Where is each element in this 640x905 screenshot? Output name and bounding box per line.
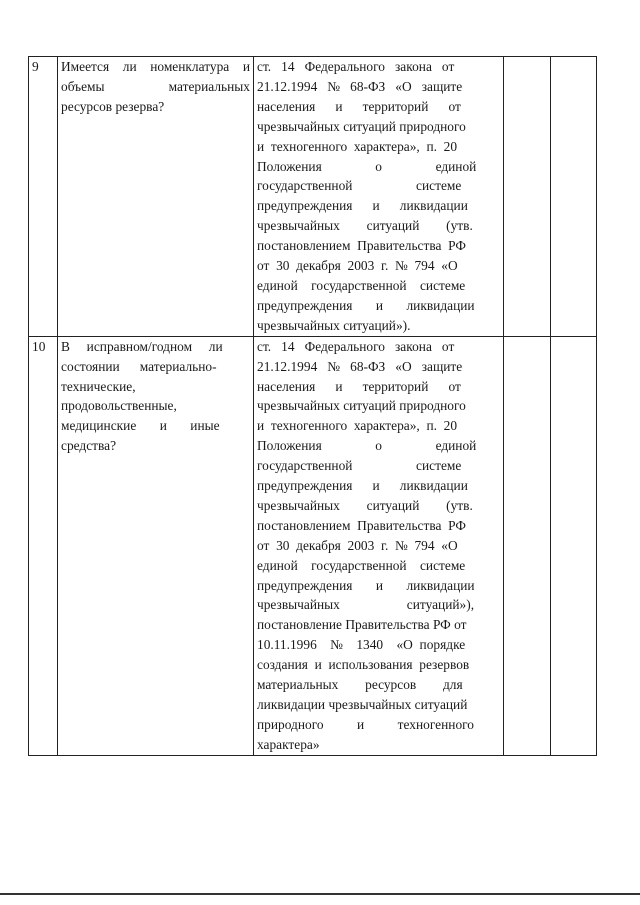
legal-basis-line: постановление Правительства РФ от — [257, 617, 467, 633]
question-line: объемы материальных — [61, 78, 250, 94]
legal-basis-line: чрезвычайных ситуаций (утв. — [257, 218, 473, 234]
legal-basis-line: создания и использования резервов — [257, 657, 470, 673]
legal-basis-line: Положения о единой — [257, 158, 477, 174]
question-line: медицинские и иные — [61, 418, 220, 434]
legal-basis-line: характера» — [257, 736, 320, 752]
answer-no-cell[interactable] — [551, 57, 597, 337]
checklist-table — [28, 56, 597, 756]
question-line: технические, — [61, 378, 136, 394]
legal-basis-line: государственной системе — [257, 458, 462, 474]
legal-basis-line: природного и техногенного — [257, 716, 474, 732]
question-cell — [58, 336, 254, 755]
legal-basis-line: Положения о единой — [257, 438, 477, 454]
table-row — [29, 57, 597, 337]
question-line: продовольственные, — [61, 398, 177, 414]
legal-basis-line: чрезвычайных ситуаций (утв. — [257, 497, 473, 513]
legal-basis-cell — [254, 57, 504, 337]
legal-basis-line: постановлением Правительства РФ — [257, 238, 466, 254]
legal-basis-line: чрезвычайных ситуаций»). — [257, 317, 411, 333]
question-line: Имеется ли номенклатура и — [61, 59, 250, 74]
legal-basis-line: постановлением Правительства РФ — [257, 517, 466, 533]
legal-basis-line: населения и территорий от — [257, 378, 461, 394]
question-line: состоянии материально- — [61, 358, 217, 374]
legal-basis-line: предупреждения и ликвидации — [257, 577, 475, 593]
legal-basis-line: предупреждения и ликвидации — [257, 478, 468, 494]
row-number: 9 — [29, 57, 58, 337]
row-number: 10 — [29, 336, 58, 755]
legal-basis-cell — [254, 336, 504, 755]
legal-basis-line: ст. 14 Федерального закона от — [257, 338, 455, 354]
legal-basis-line: предупреждения и ликвидации — [257, 297, 475, 313]
legal-basis-line: предупреждения и ликвидации — [257, 198, 468, 214]
legal-basis-line: и техногенного характера», п. 20 — [257, 138, 458, 154]
legal-basis-line: чрезвычайных ситуаций природного — [257, 398, 466, 414]
question-line: В исправном/годном ли — [61, 338, 223, 354]
legal-basis-line: чрезвычайных ситуаций природного — [257, 118, 466, 134]
legal-basis-line: ликвидации чрезвычайных ситуаций — [257, 697, 468, 712]
answer-yes-cell[interactable] — [504, 57, 551, 337]
table-row — [29, 336, 597, 755]
legal-basis-line: от 30 декабря 2003 г. № 794 «О — [257, 258, 458, 274]
legal-basis-line: материальных ресурсов для — [257, 677, 463, 693]
legal-basis-line: 21.12.1994 № 68-ФЗ «О защите — [257, 358, 463, 374]
legal-basis-line: единой государственной системе — [257, 557, 466, 573]
question-line: средства? — [61, 438, 117, 454]
question-line: ресурсов резерва? — [61, 98, 165, 114]
answer-yes-cell[interactable] — [504, 336, 551, 755]
question-cell — [58, 57, 254, 337]
answer-no-cell[interactable] — [551, 336, 597, 755]
legal-basis-line: от 30 декабря 2003 г. № 794 «О — [257, 537, 458, 553]
legal-basis-line: и техногенного характера», п. 20 — [257, 418, 458, 434]
legal-basis-line: 21.12.1994 № 68-ФЗ «О защите — [257, 78, 463, 94]
legal-basis-line: единой государственной системе — [257, 277, 466, 293]
page-bottom-rule — [0, 893, 640, 895]
legal-basis-line: государственной системе — [257, 178, 462, 194]
legal-basis-line: населения и территорий от — [257, 98, 461, 114]
legal-basis-line: чрезвычайных ситуаций»), — [257, 597, 475, 613]
legal-basis-line: 10.11.1996 № 1340 «О порядке — [257, 637, 466, 653]
legal-basis-line: ст. 14 Федерального закона от — [257, 59, 455, 74]
